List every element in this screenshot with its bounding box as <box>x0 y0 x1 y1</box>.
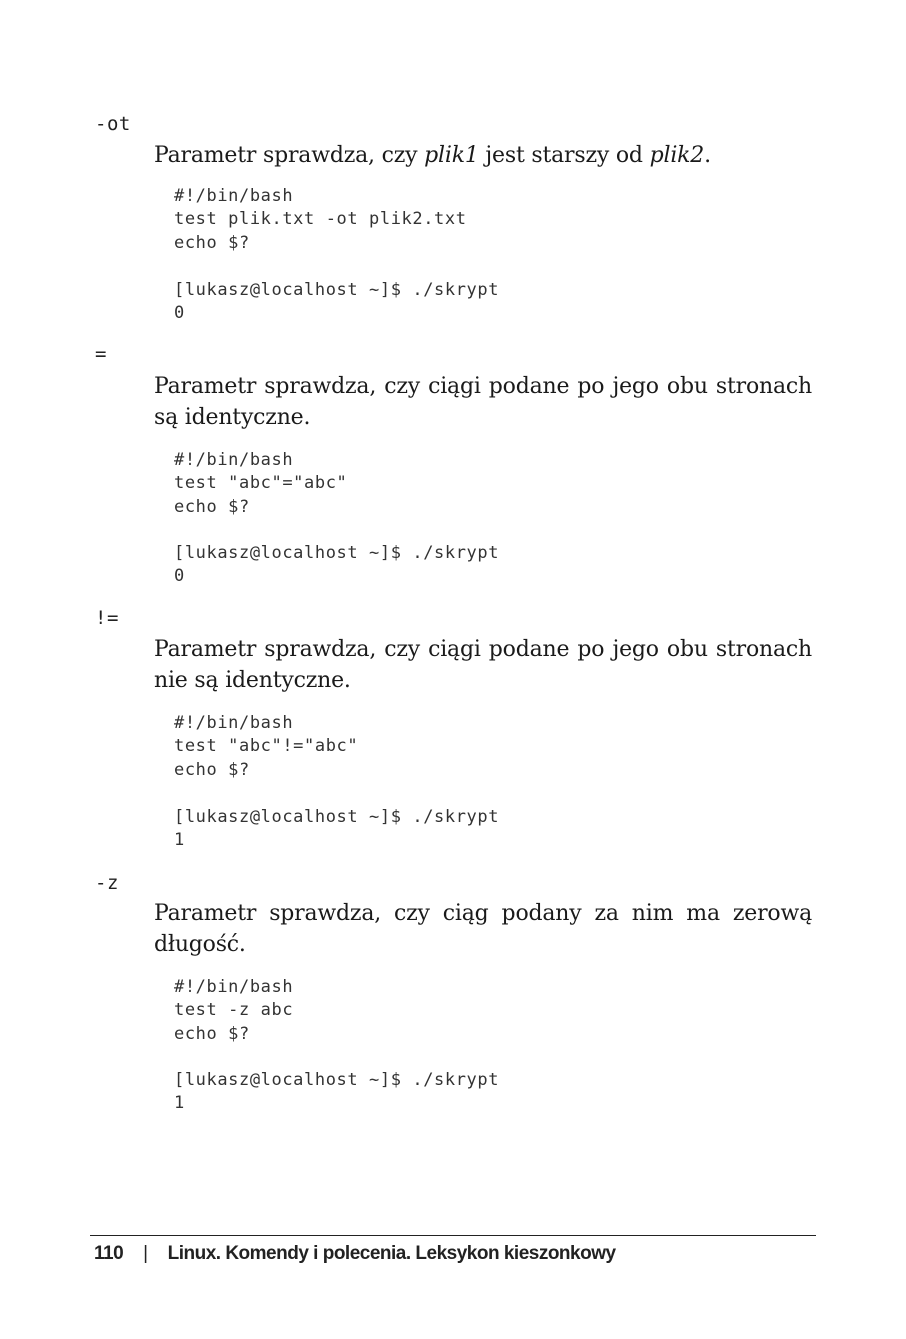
description-emphasis: plik1 <box>424 143 479 168</box>
description-emphasis: plik2 <box>649 143 705 168</box>
parameter-term: != <box>95 607 119 629</box>
parameter-description <box>154 140 812 171</box>
code-script: #!/bin/bash test "abc"!="abc" echo $? <box>174 713 359 780</box>
code-output: [lukasz@localhost ~]$ ./skrypt 0 <box>174 280 500 324</box>
code-output: [lukasz@localhost ~]$ ./skrypt 1 <box>174 1070 500 1114</box>
code-output: [lukasz@localhost ~]$ ./skrypt 0 <box>174 543 500 587</box>
page-footer <box>94 1242 616 1266</box>
code-script: #!/bin/bash test "abc"="abc" echo $? <box>174 450 348 517</box>
parameter-description: Parametr sprawdza, czy ciąg podany za nim ma zerową długość. <box>154 901 812 957</box>
parameter-description: Parametr sprawdza, czy ciągi podane po jego obu stronach nie są identyczne. <box>154 637 812 693</box>
parameter-description: Parametr sprawdza, czy ciągi podane po jego obu stronach są identyczne. <box>154 374 812 430</box>
description-text: . <box>704 143 711 168</box>
parameter-term: -ot <box>95 113 131 135</box>
footer-separator: | <box>143 1243 148 1264</box>
parameter-term: = <box>95 343 107 365</box>
footer-rule <box>90 1235 816 1236</box>
book-title: Linux. Komendy i polecenia. Leksykon kieszonkowy <box>167 1243 616 1264</box>
code-script: #!/bin/bash test -z abc echo $? <box>174 977 294 1044</box>
description-text: jest starszy od <box>478 143 650 168</box>
page-number: 110 <box>94 1243 124 1264</box>
parameter-term: -z <box>95 872 119 894</box>
code-script: #!/bin/bash test plik.txt -ot plik2.txt echo $? <box>174 186 467 253</box>
code-output: [lukasz@localhost ~]$ ./skrypt 1 <box>174 807 500 851</box>
description-text: Parametr sprawdza, czy <box>154 143 425 168</box>
